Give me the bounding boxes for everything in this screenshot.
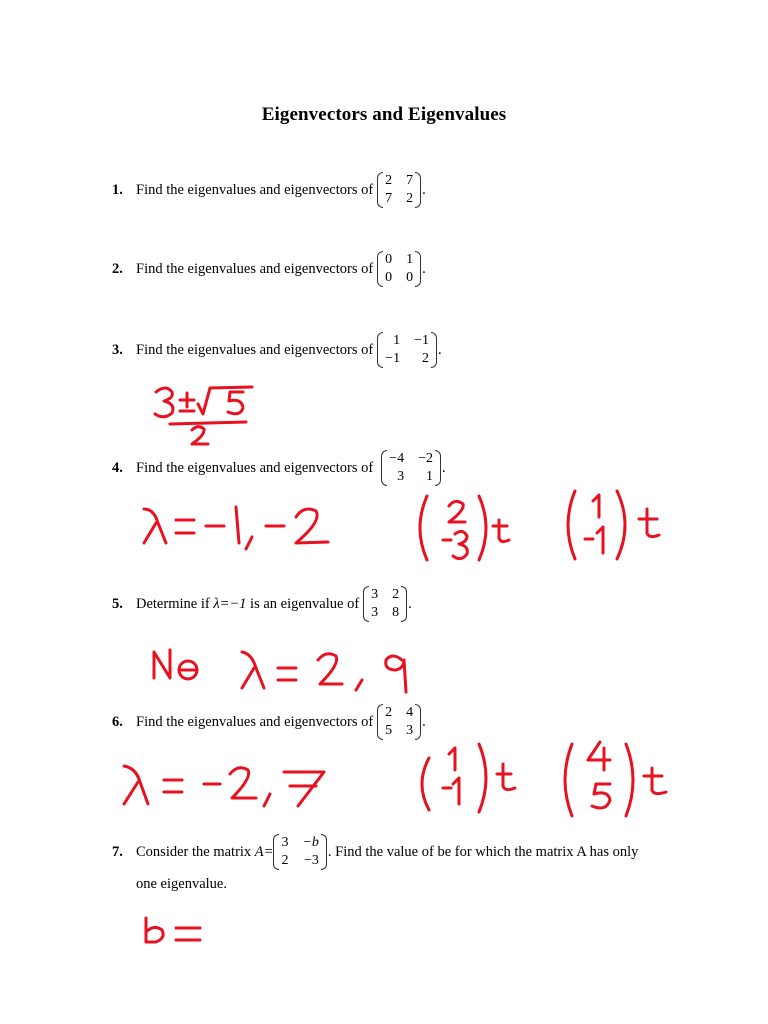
matrix: −4 −2 3 1 [381, 450, 441, 486]
handwriting-p5 [150, 648, 440, 696]
handwriting-p6-vector1 [417, 740, 527, 814]
matrix: 2 4 5 3 [377, 704, 421, 740]
problem-7 [112, 834, 638, 870]
problem-number: 2. [112, 260, 123, 277]
problem-number: 5. [112, 595, 123, 612]
handwriting-p4-vector2 [563, 487, 673, 563]
handwriting-p3 [150, 384, 270, 448]
problem-7-continuation: one eigenvalue. [136, 876, 227, 892]
problem-text: Find the eigenvalues and eigenvectors of [136, 341, 374, 358]
problem-number: 7. [112, 843, 123, 860]
problem-number: 4. [112, 459, 123, 476]
handwriting-p6-lambda [120, 762, 340, 810]
handwriting-p7 [140, 916, 210, 948]
problem-number: 6. [112, 713, 123, 730]
problem-5: 5. Determine if λ=−1 is an eigenvalue of 3 2 3 8 . [112, 587, 412, 620]
problem-3: 3. Find the eigenvalues and eigenvectors of 1 −1 −1 2 . [112, 333, 442, 366]
handwriting-p6-vector2 [560, 738, 675, 818]
problem-text-b: is an eigenvalue of [250, 595, 360, 612]
problem-1: 1. Find the eigenvalues and eigenvectors of 2 7 7 2 . [112, 173, 426, 206]
problem-2: 2. Find the eigenvalues and eigenvectors of 0 1 0 0 . [112, 252, 426, 285]
handwriting-p4-vector1 [415, 492, 525, 564]
problem-6: 6. Find the eigenvalues and eigenvectors of 2 4 5 3 . [112, 705, 426, 738]
page-title: Eigenvectors and Eigenvalues [261, 104, 507, 125]
problem-4: 4. Find the eigenvalues and eigenvectors of −4 −2 3 1 . [112, 451, 446, 484]
matrix: 2 7 7 2 [377, 172, 421, 208]
matrix: 0 1 0 0 [377, 251, 421, 287]
matrix: 1 −1 −1 2 [377, 332, 437, 368]
problem-text-a: Determine if [136, 595, 210, 612]
matrix-variable: A= [254, 843, 274, 860]
matrix: 3 2 3 8 [363, 586, 407, 622]
handwriting-p4-lambda [140, 505, 340, 551]
problem-text: Find the eigenvalues and eigenvectors of [136, 260, 374, 277]
problem-text-b: . Find the value of be for which the matrix A has only [327, 843, 639, 860]
lambda-expression: λ=−1 [213, 595, 247, 612]
matrix: 3 −b 2 −3 [273, 834, 326, 870]
problem-text-a: Consider the matrix [136, 843, 252, 860]
problem-number: 1. [112, 181, 123, 198]
problem-text: Find the eigenvalues and eigenvectors of [136, 459, 374, 476]
problem-number: 3. [112, 341, 123, 358]
problem-text: Find the eigenvalues and eigenvectors of [136, 713, 374, 730]
problem-text: Find the eigenvalues and eigenvectors of [136, 181, 374, 198]
